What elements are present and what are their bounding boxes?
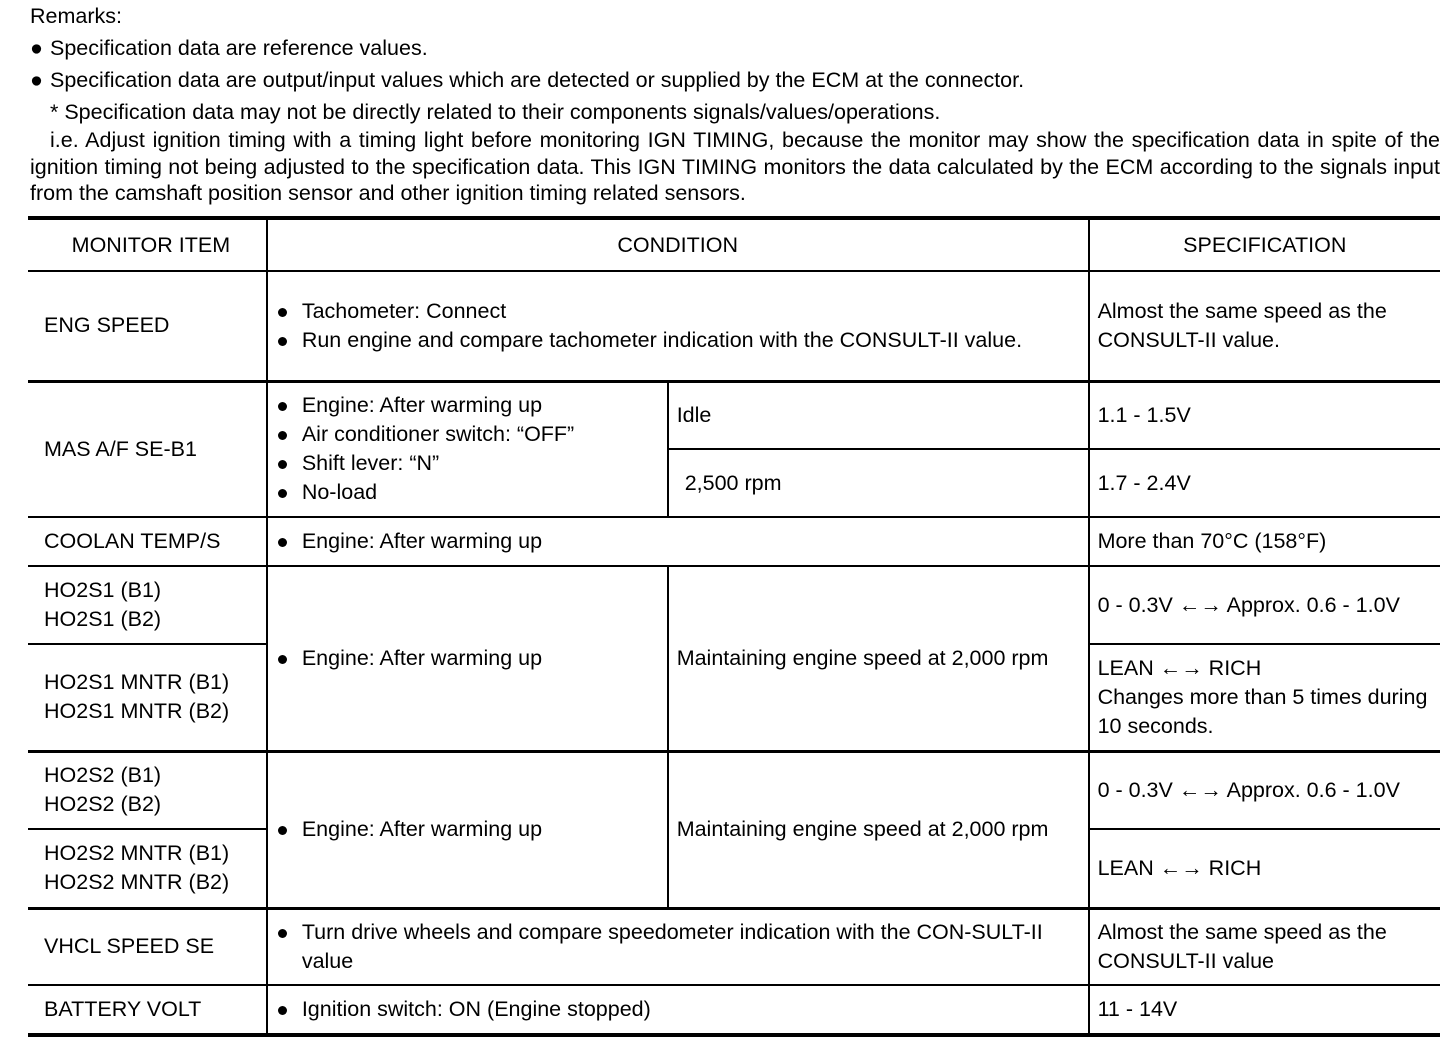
table-row bbox=[28, 381, 1440, 449]
table-row bbox=[28, 908, 1440, 985]
item-coolan: COOLAN TEMP/S bbox=[28, 517, 267, 566]
spec-cell: LEAN ←→ RICH Changes more than 5 times during 10 seconds. bbox=[1089, 644, 1440, 751]
remarks-bullet: ● Specification data are output/input values which are detected or supplied by the ECM at the connector. bbox=[30, 68, 1025, 92]
remarks-section bbox=[30, 2, 1440, 207]
monitor-table bbox=[28, 216, 1440, 1037]
spec-cell: 11 - 14V bbox=[1089, 985, 1440, 1035]
item-ho2s2-mntr: HO2S2 MNTR (B1) HO2S2 MNTR (B2) bbox=[28, 829, 267, 908]
header-condition: CONDITION bbox=[267, 218, 1089, 271]
remarks-bullet: ● Specification data are reference values. bbox=[30, 36, 428, 60]
remarks-example: i.e. Adjust ignition timing with a timing light before monitoring IGN TIMING, because the monitor may show the specification data in spite of the ignition timing not being adjusted to the specification data. This IGN TIMING monitors the data calculated by the ECM according to the signals input from the camshaft position sensor and other ignition timing related sensors. bbox=[30, 128, 1440, 205]
table-row bbox=[28, 271, 1440, 381]
item-mas: MAS A/F SE-B1 bbox=[28, 381, 267, 517]
spec-cell: 0 - 0.3V ←→ Approx. 0.6 - 1.0V bbox=[1089, 751, 1440, 829]
subcondition-cell: Maintaining engine speed at 2,000 rpm bbox=[668, 566, 1089, 751]
table-row bbox=[28, 517, 1440, 566]
item-eng-speed: ENG SPEED bbox=[28, 271, 267, 381]
condition-cell: Ignition switch: ON (Engine stopped) bbox=[267, 985, 1089, 1035]
table-row bbox=[28, 751, 1440, 829]
remarks-heading: Remarks: bbox=[30, 4, 122, 28]
condition-cell: Engine: After warming up bbox=[267, 566, 668, 751]
spec-cell: 1.7 - 2.4V bbox=[1089, 449, 1440, 517]
subcondition-cell: Idle bbox=[668, 381, 1089, 449]
spec-cell: More than 70°C (158°F) bbox=[1089, 517, 1440, 566]
spec-cell: Almost the same speed as the CONSULT-II value bbox=[1089, 908, 1440, 985]
header-specification: SPECIFICATION bbox=[1089, 218, 1440, 271]
header-monitor-item: MONITOR ITEM bbox=[28, 218, 267, 271]
subcondition-cell: 2,500 rpm bbox=[668, 449, 1089, 517]
spec-cell: 1.1 - 1.5V bbox=[1089, 381, 1440, 449]
condition-cell: Engine: After warming up Air conditioner switch: “OFF” Shift lever: “N” No-load bbox=[267, 381, 668, 517]
spec-cell: Almost the same speed as the CONSULT-II value. bbox=[1089, 271, 1440, 381]
spec-cell: LEAN ←→ RICH bbox=[1089, 829, 1440, 908]
condition-cell: Engine: After warming up bbox=[267, 751, 668, 908]
item-battery: BATTERY VOLT bbox=[28, 985, 267, 1035]
item-ho2s1: HO2S1 (B1) HO2S1 (B2) bbox=[28, 566, 267, 644]
remarks-star-note: * Specification data may not be directly related to their components signals/values/operations. bbox=[50, 100, 941, 124]
table-row bbox=[28, 566, 1440, 644]
item-ho2s1-mntr: HO2S1 MNTR (B1) HO2S1 MNTR (B2) bbox=[28, 644, 267, 751]
item-vhcl: VHCL SPEED SE bbox=[28, 908, 267, 985]
subcondition-cell: Maintaining engine speed at 2,000 rpm bbox=[668, 751, 1089, 908]
table-row bbox=[28, 985, 1440, 1035]
condition-cell: Engine: After warming up bbox=[267, 517, 1089, 566]
spec-cell: 0 - 0.3V ←→ Approx. 0.6 - 1.0V bbox=[1089, 566, 1440, 644]
condition-cell: Turn drive wheels and compare speedometer indication with the CON-SULT-II value bbox=[267, 908, 1089, 985]
item-ho2s2: HO2S2 (B1) HO2S2 (B2) bbox=[28, 751, 267, 829]
condition-cell: Tachometer: Connect Run engine and compare tachometer indication with the CONSULT-II value. bbox=[267, 271, 1089, 381]
